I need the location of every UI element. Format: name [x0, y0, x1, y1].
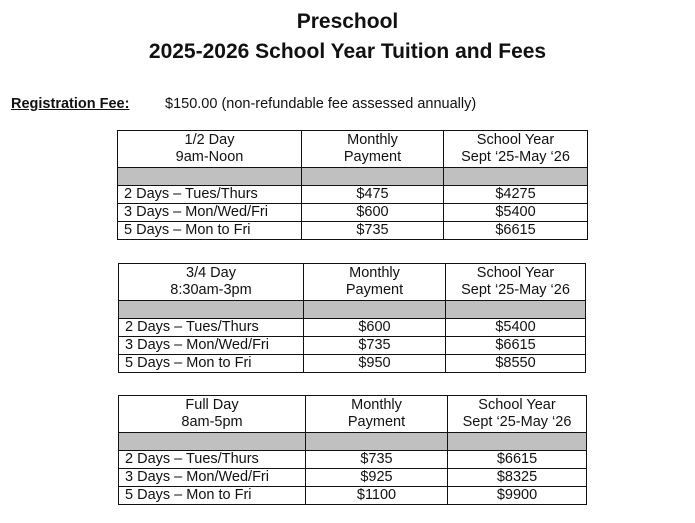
school-year-cell: $9900 [448, 487, 587, 505]
tuition-table-half-day [117, 130, 588, 240]
school-year-cell: $8550 [446, 355, 586, 373]
monthly-cell: $600 [302, 204, 444, 222]
school-year-cell: $5400 [444, 204, 588, 222]
plan-header: Full Day 8am-5pm [119, 396, 306, 433]
days-cell: 3 Days – Mon/Wed/Fri [119, 469, 306, 487]
days-cell: 5 Days – Mon to Fri [119, 487, 306, 505]
table-header-row [118, 131, 588, 168]
table-row [118, 186, 588, 204]
monthly-cell: $735 [304, 337, 446, 355]
table-header-row [119, 396, 587, 433]
days-cell: 2 Days – Tues/Thurs [119, 451, 306, 469]
separator-row [118, 168, 588, 186]
school-year-header: School Year Sept ‘25-May ‘26 [446, 264, 586, 301]
days-cell: 2 Days – Tues/Thurs [119, 319, 304, 337]
monthly-cell: $950 [304, 355, 446, 373]
monthly-cell: $735 [306, 451, 448, 469]
tuition-table-full-day [118, 395, 587, 505]
school-year-header: School Year Sept ‘25-May ‘26 [444, 131, 588, 168]
school-year-cell: $5400 [446, 319, 586, 337]
table-row [118, 222, 588, 240]
monthly-cell: $475 [302, 186, 444, 204]
table-row [119, 337, 586, 355]
days-cell: 3 Days – Mon/Wed/Fri [119, 337, 304, 355]
monthly-header: Monthly Payment [306, 396, 448, 433]
monthly-cell: $735 [302, 222, 444, 240]
separator-row [119, 301, 586, 319]
monthly-cell: $925 [306, 469, 448, 487]
school-year-cell: $6615 [446, 337, 586, 355]
page-title: Preschool [296, 10, 399, 33]
table-row [119, 319, 586, 337]
monthly-cell: $1100 [306, 487, 448, 505]
days-cell: 5 Days – Mon to Fri [119, 355, 304, 373]
page-subtitle: 2025-2026 School Year Tuition and Fees [148, 40, 547, 63]
days-cell: 3 Days – Mon/Wed/Fri [118, 204, 302, 222]
table-header-row [119, 264, 586, 301]
days-cell: 2 Days – Tues/Thurs [118, 186, 302, 204]
table-row [119, 355, 586, 373]
school-year-header: School Year Sept ‘25-May ‘26 [448, 396, 587, 433]
table-row [119, 451, 587, 469]
table-row [119, 487, 587, 505]
tuition-table-three-quarter-day [118, 263, 586, 373]
registration-fee [11, 96, 477, 112]
registration-fee-value: $150.00 (non-refundable fee assessed annually) [165, 96, 477, 112]
school-year-cell: $4275 [444, 186, 588, 204]
separator-row [119, 433, 587, 451]
monthly-cell: $600 [304, 319, 446, 337]
school-year-cell: $8325 [448, 469, 587, 487]
monthly-header: Monthly Payment [302, 131, 444, 168]
days-cell: 5 Days – Mon to Fri [118, 222, 302, 240]
table-row [118, 204, 588, 222]
plan-header: 1/2 Day 9am-Noon [118, 131, 302, 168]
school-year-cell: $6615 [444, 222, 588, 240]
monthly-header: Monthly Payment [304, 264, 446, 301]
table-row [119, 469, 587, 487]
plan-header: 3/4 Day 8:30am-3pm [119, 264, 304, 301]
registration-fee-label: Registration Fee: [11, 96, 130, 112]
school-year-cell: $6615 [448, 451, 587, 469]
